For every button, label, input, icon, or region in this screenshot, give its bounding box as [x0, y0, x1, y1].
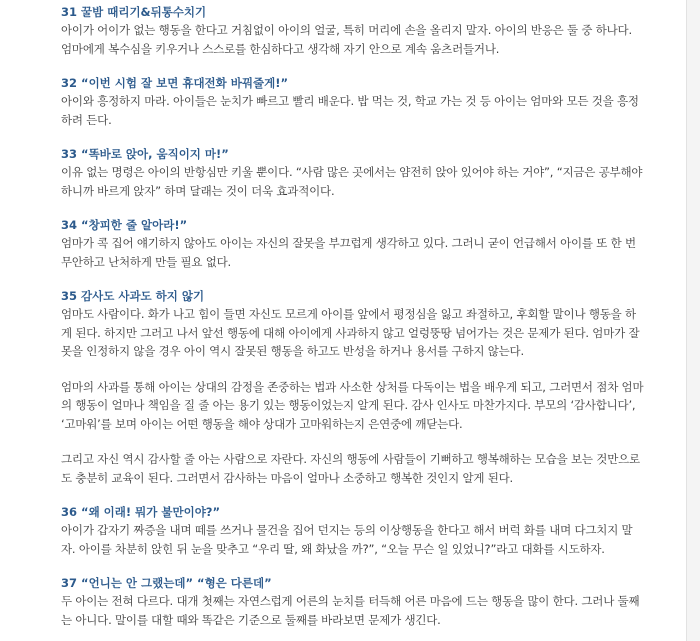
body-line: 못을 인정하지 않을 경우 아이 역시 잘못된 행동을 하고도 반성을 하거나 용서를 구하지 않는다.	[61, 344, 524, 358]
article-content	[61, 4, 671, 629]
section-31	[61, 4, 671, 58]
paragraph-gap	[61, 433, 671, 450]
section-34	[61, 217, 671, 271]
section-37	[61, 575, 671, 629]
body-line: 는 아니다. 말이를 대할 때와 똑같은 기준으로 둘째를 바라보면 문제가 생긴다.	[61, 612, 441, 627]
body-paragraph	[61, 92, 671, 129]
section-gap	[61, 271, 671, 288]
section-heading: 34 “창피한 줄 알아라!”	[61, 218, 188, 232]
body-line: 그리고 자신 역시 감사할 줄 아는 사람으로 자란다. 자신의 행동에 사람들이 기뻐하고 행복해하는 모습을 보는 것만으로	[61, 452, 640, 466]
body-line: 엄마도 사람이다. 화가 나고 힘이 들면 자신도 모르게 아이를 앞에서 평정심을 잃고 좌절하고, 후회할 말이나 행동을 하	[61, 307, 636, 321]
section-gap	[61, 487, 671, 504]
section-gap	[61, 129, 671, 146]
vertical-scrollbar[interactable]	[686, 0, 700, 641]
section-gap	[61, 200, 671, 217]
body-line: 도 충분히 교육이 된다. 그러면서 감사하는 마음이 얼마나 소중하고 행복한 것인지 알게 된다.	[61, 470, 514, 485]
body-paragraph	[61, 592, 671, 629]
section-gap	[61, 558, 671, 575]
body-line: 이유 없는 명령은 아이의 반항심만 키울 뿐이다. “사람 많은 곳에서는 얌전히 앉아 있어야 하는 거야”, “지금은 공부해야	[61, 165, 643, 179]
section-heading: 31 꿀밤 때리기&뒤통수치기	[61, 5, 207, 19]
body-paragraph	[61, 234, 671, 271]
body-line: 엄마가 콕 집어 얘기하지 않아도 아이는 자신의 잘못을 부끄럽게 생각하고 있다. 그러니 굳이 언급해서 아이를 또 한 번	[61, 236, 636, 250]
body-paragraph	[61, 521, 671, 558]
body-line: 자. 아이를 차분히 앉힌 뒤 눈을 맞추고 “우리 딸, 왜 화났을 까?”, “오늘 무슨 일 있었니?”라고 대화를 시도하자.	[61, 541, 605, 556]
section-35	[61, 288, 671, 487]
body-line: ‘고마워’를 보며 아이는 어떤 행동을 해야 상대가 고마워하는지 은연중에 깨닫는다.	[61, 416, 463, 431]
section-heading: 37 “언니는 안 그랬는데” “형은 다른데”	[61, 576, 272, 590]
section-heading: 35 감사도 사과도 하지 않기	[61, 289, 205, 303]
body-paragraph	[61, 163, 671, 200]
body-line: 아이와 흥정하지 마라. 아이들은 눈치가 빠르고 빨리 배운다. 밥 먹는 것, 학교 가는 것 등 아이는 엄마와 모든 것을 흥정	[61, 94, 639, 108]
body-paragraph	[61, 378, 671, 434]
body-line: 하니까 바르게 앉자” 하며 달래는 것이 더욱 효과적이다.	[61, 183, 335, 198]
body-line: 하려 든다.	[61, 112, 112, 127]
body-paragraph	[61, 21, 671, 58]
section-gap	[61, 58, 671, 75]
body-line: 무안하고 난처하게 만들 필요 없다.	[61, 254, 232, 269]
section-heading: 36 “왜 이래! 뭐가 불만이야?”	[61, 505, 221, 519]
section-32	[61, 75, 671, 129]
body-paragraph	[61, 305, 671, 361]
body-line: 아이가 어이가 없는 행동을 한다고 거침없이 아이의 얼굴, 특히 머리에 손을 올리지 말자. 아이의 반응은 둘 중 하나다.	[61, 23, 632, 37]
body-line: 엄마에게 복수심을 키우거나 스스로를 한심하다고 생각해 자기 안으로 계속 움츠러들거나.	[61, 41, 500, 56]
section-33	[61, 146, 671, 200]
body-line: 아이가 갑자기 짜증을 내며 떼를 쓰거나 물건을 집어 던지는 등의 이상행동을 한다고 해서 버럭 화를 내며 다그치지 말	[61, 523, 633, 537]
section-36	[61, 504, 671, 558]
section-heading: 33 “똑바로 앉아, 움직이지 마!”	[61, 147, 229, 161]
body-line: 엄마의 사과를 통해 아이는 상대의 감정을 존중하는 법과 사소한 상처를 다독이는 법을 배우게 되고, 그러면서 점차 엄마	[61, 379, 644, 394]
body-line: 두 아이는 전혀 다르다. 대개 첫째는 자연스럽게 어른의 눈치를 터득해 어른 마음에 드는 행동을 많이 한다. 그러나 둘째	[61, 594, 640, 608]
body-line: 게 된다. 하지만 그러고 나서 앞선 행동에 대해 아이에게 사과하지 않고 얼렁뚱땅 넘어가는 것은 문제가 된다. 엄마가 잘	[61, 325, 640, 340]
body-line: 의 행동이 얼마나 책임을 질 줄 아는 용기 있는 행동이었는지 알게 된다. 감사 인사도 마찬가지다. 부모의 ‘감사합니다’,	[61, 398, 636, 412]
section-heading: 32 “이번 시험 잘 보면 휴대전화 바꿔줄게!”	[61, 76, 289, 90]
paragraph-gap	[61, 361, 671, 378]
body-paragraph	[61, 450, 671, 487]
